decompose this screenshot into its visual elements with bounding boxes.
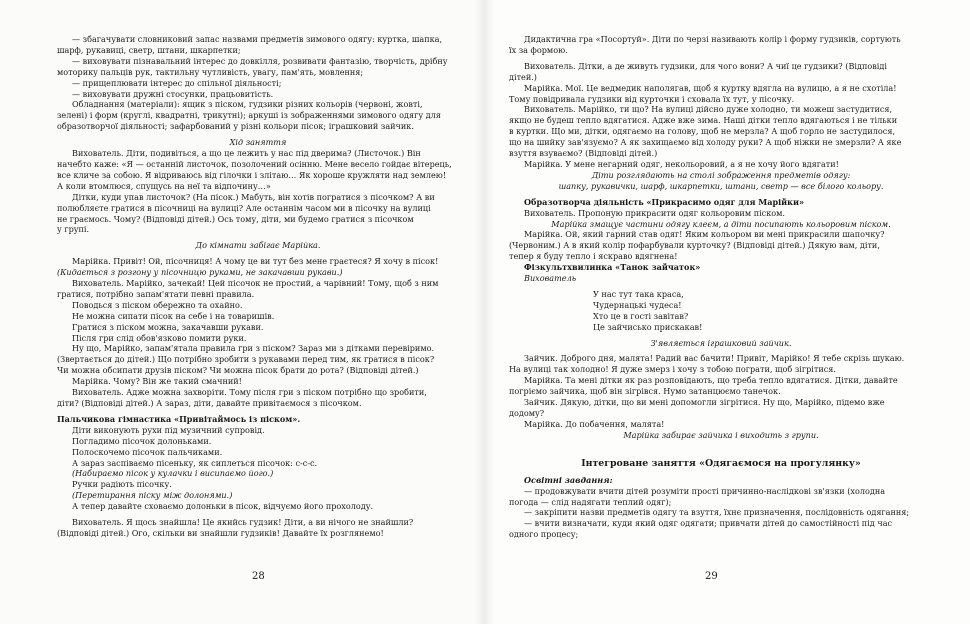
- stage-direction: (Перетирання піску між долонями.): [72, 490, 233, 501]
- text-line: Вихователь. Я щось знайшла! Це якийсь гудзик! Діти, а ви нічого не знайшли?: [72, 517, 414, 528]
- text-line: Вихователь. Діти, подивіться, а що це лежить у нас під дверима? (Листочок.) Він: [72, 148, 421, 159]
- text-line: Марійка. У мене негарний одяг, некольоровий, а я не хочу його вдягати!: [524, 158, 839, 169]
- text-line: Діти виконують рухи під музичний супровід.: [72, 424, 265, 435]
- text-line: Дидактична гра «Посортуй». Діти по черзі називають колір і форму гудзиків, сортують: [524, 34, 901, 44]
- text-line: Полоскочемо пісочок пальчиками.: [72, 446, 223, 457]
- text-line: А тепер давайте сховаємо долоньки в пісок, відчуємо його прохолоду.: [72, 501, 374, 512]
- text-line: А зараз заспіваємо пісеньку, як сиплеться пісочок: с-с-с.: [72, 457, 318, 468]
- text-line: зелені) і форм (круглі, квадратні, трикутні); аркуші із зображеннями зимового одягу для: [57, 110, 441, 121]
- rule-item: Поводься з піском обережно та охайно.: [72, 299, 243, 310]
- poem-line: У нас тут така краса,: [593, 288, 684, 299]
- text-line: Чи можна обсипати друзів піском? Чи можна пісок брати до рота? (Відповіді дітей.): [57, 365, 419, 376]
- text-line: погода — слід надягати теплий одяг);: [509, 496, 672, 507]
- text-line: — виховувати дружні стосунки, працьовитість.: [72, 88, 274, 99]
- stage-direction: З'являється іграшковий зайчик.: [650, 337, 792, 348]
- text-line: Вихователь. Пропоную прикрасити одяг кольоровим піском.: [524, 207, 786, 218]
- text-line: погріємо зайчика, щоб він зігрівся. Нумо затанцюємо танечок.: [509, 386, 781, 397]
- text-line: (Червоним.) А в який колір пофарбували курточку? (Відповіді дітей.) Дякую вам, діти,: [509, 240, 880, 251]
- page-number: 28: [252, 571, 265, 582]
- text-line: якщо не будеш тепло вдягатися. Адже вже зима. Наші дітки тепло вдягаються і не тільки: [509, 115, 898, 126]
- text-line: (Звертається до дітей.) Що потрібно зробити з рукавами перед тим, як гратися в пісок?: [57, 354, 435, 365]
- left-page-text: [57, 34, 459, 539]
- book-spine-shadow: [475, 0, 495, 624]
- text-line: Марійка. Чому? Він же такий смачний!: [72, 376, 242, 387]
- stage-direction: (Набираємо пісок у кулачки і висипаємо його.): [72, 468, 274, 479]
- text-line: Марійка. Та мені дітки як раз розповідають, що треба тепло вдягатися. Дітки, давайте: [524, 375, 898, 386]
- stage-direction: шапку, рукавички, шарф, шкарпетки, штани, светр — все білого кольору.: [558, 180, 884, 191]
- stage-direction: Марійка змащує частини одягу клеєм, а діти посипають кольоровим піском.: [551, 218, 891, 229]
- text-line: що на шийку зав'язуємо? А як захищаємо від холоду руки? А щоб ніжки не змерзли? А яке: [509, 137, 902, 148]
- speaker-label: Вихователь: [524, 273, 577, 284]
- text-line: в куртки. Що ми, дітки, одягаємо на голову, щоб не мерзла? А щоб горло не застудилося,: [509, 126, 896, 137]
- text-line: їх за формою.: [509, 44, 568, 55]
- text-line: образотворчої діяльності; зафарбований у різні кольори пісок; іграшковий зайчик.: [57, 121, 414, 132]
- poem-line: Хто це в гості завітав?: [593, 310, 689, 321]
- text-line: — прищеплювати інтерес до спільної діяльності;: [72, 77, 282, 88]
- rule-item: Після гри слід обов'язково помити руки.: [72, 332, 247, 343]
- text-line: полюбляєте гратися в пісочниці на вулиці? Але останнім часом ми в пісочку на вулиці: [57, 202, 431, 213]
- poem-line: Чудернацькі чудеса!: [593, 299, 682, 310]
- text-line: А коли втомлюся, спущусь на неї та відпочину…»: [57, 180, 271, 191]
- text-line: Вихователь. Дітки, а де живуть гудзики, для чого вони? А чиї це гудзики? (Відповіді: [524, 60, 887, 71]
- activity-heading: Образотворча діяльність «Прикрасимо одяг для Марійки»: [524, 196, 805, 207]
- page-number: 29: [705, 571, 718, 582]
- stage-direction: Діти розглядають на столі зображення предметів одягу:: [591, 169, 851, 180]
- poem-line: Це зайчисько прискакав!: [593, 321, 703, 332]
- text-line: Зайчик. Дякую, дітки, що ви мені допомогли зігрітися. Ну що, Марійко, підемо вже: [524, 397, 885, 408]
- activity-heading: Пальчикова гімнастика «Привітаймось із піском».: [57, 413, 301, 424]
- section-title: Хід заняття: [229, 137, 287, 148]
- text-line: — закріпити назви предметів одягу та взуття, їхнє призначення, послідовність одягання;: [524, 507, 910, 518]
- text-line: начебто каже: «Я — останній листочок, позолочений осінню. Мене весело гойдає вітерець,: [57, 158, 452, 169]
- text-line: все кличе за собою. Я відриваюсь від гілочки і злітаю… Як хороше кружляти над землею!: [57, 169, 447, 180]
- text-line: Зайчик. Доброго дня, малята! Радий вас бачити! Привіт, Марійко! Я тебе скрізь шукаю.: [524, 353, 905, 364]
- text-line: не граємось. Чому? (Відповіді дітей.) Ось тому, діти, ми будемо гратися з пісочком: [57, 213, 414, 224]
- text-line: Обладнання (матеріали): ящик з піском, гудзики різних кольорів (червоні, жовті,: [72, 99, 423, 110]
- text-line: шарф, рукавиці, светр, штани, шкарпетки;: [57, 44, 241, 55]
- right-page: [485, 0, 970, 624]
- lesson-title: Інтегроване заняття «Одягаємося на прогулянку»: [581, 457, 861, 469]
- text-line: Вихователь. Марійко, зачекай! Цей пісочок не простий, а чарівний! Тому, щоб з ним: [72, 278, 439, 289]
- text-line: взуття взуваємо? (Відповіді дітей.): [509, 148, 658, 159]
- tasks-heading: Освітні завдання:: [524, 474, 613, 485]
- text-line: Марійка. До побачення, малята!: [524, 418, 665, 429]
- stage-direction: (Кидається з розгону у пісочницю руками, не закачавши рукави.): [57, 267, 343, 278]
- text-line: — продовжувати вчити дітей розуміти прості причинно-наслідкові зв'язки (холодна: [524, 485, 886, 496]
- text-line: Ручки радіють пісочку.: [72, 479, 172, 490]
- text-line: На вулиці так холодно! Я дуже змерз і хочу з тобою пограти, щоб зігрітися.: [509, 364, 836, 375]
- text-line: додому?: [509, 408, 545, 418]
- text-line: Марійка. Привіт! Ой, пісочниця! А чому це ви тут без мене граєтеся? Я хочу в пісок!: [72, 256, 439, 267]
- rule-item: Гратися з піском можна, закачавши рукави.: [72, 321, 264, 332]
- text-line: моторику пальців рук, тактильну чутливість, увагу, пам'ять, мовлення;: [57, 66, 364, 77]
- text-line: Марійка. Ой, який гарний став одяг! Яким кольором ви мені прикрасили шапочку?: [524, 229, 885, 240]
- text-line: одного процесу;: [509, 529, 579, 540]
- right-page-text: [509, 34, 933, 540]
- text-line: — вчити визначати, куди який одяг одягати; привчати дітей до самостійності під час: [524, 518, 893, 529]
- text-line: (Відповіді дітей.) Ого, скільки ви знайшли гудзиків! Давайте їх розглянемо!: [57, 527, 384, 538]
- rule-item: Не можна сипати пісок на себе і на товаришів.: [72, 310, 275, 321]
- text-line: Вихователь. Адже можна захворіти. Тому після гри з піском потрібно що зробити,: [72, 387, 427, 398]
- text-line: Погладимо пісочок долоньками.: [72, 435, 212, 446]
- text-line: — збагачувати словниковий запас назвами предметів зимового одягу: куртка, шапка,: [72, 34, 443, 44]
- text-line: Вихователь. Марійко, ти що? На вулиці дійсно дуже холодно, ти можеш застудитися,: [524, 104, 893, 115]
- text-line: гратися, потрібно запам'ятати певні правила.: [57, 288, 255, 299]
- text-line: Марійка. Мої. Це ведмедик наполягав, щоб я куртку вдягла на вулицю, а я не схотіла!: [524, 82, 897, 93]
- stage-direction: Марійка забирає зайчика і виходить з групи.: [623, 429, 819, 440]
- stage-direction: До кімнати забігає Марійка.: [195, 240, 321, 251]
- activity-heading: Фізкультхвилинка «Танок зайчаток»: [524, 262, 701, 273]
- text-line: — виховувати пізнавальний інтерес до довкілля, розвивати фантазію, творчість, дрібну: [72, 55, 448, 66]
- text-line: у групі.: [57, 224, 90, 235]
- text-line: тепер я буду тепло і яскраво вдягнена!: [509, 251, 678, 262]
- text-line: Дітки, куди упав листочок? (На пісок.) Мабуть, він хотів погратися з пісочком? А ви: [72, 191, 435, 202]
- text-line: діти? (Відповіді дітей.) А зараз, діти, давайте привітаємося з пісочком.: [57, 398, 362, 408]
- text-line: Тому повідривала гудзики від курточки і сховала їх тут, у пісочку.: [509, 93, 795, 104]
- text-line: дітей.): [509, 71, 537, 82]
- text-line: Ну що, Марійко, запам'ятала правила гри з піском? Зараз ми з дітками перевіримо.: [72, 343, 435, 354]
